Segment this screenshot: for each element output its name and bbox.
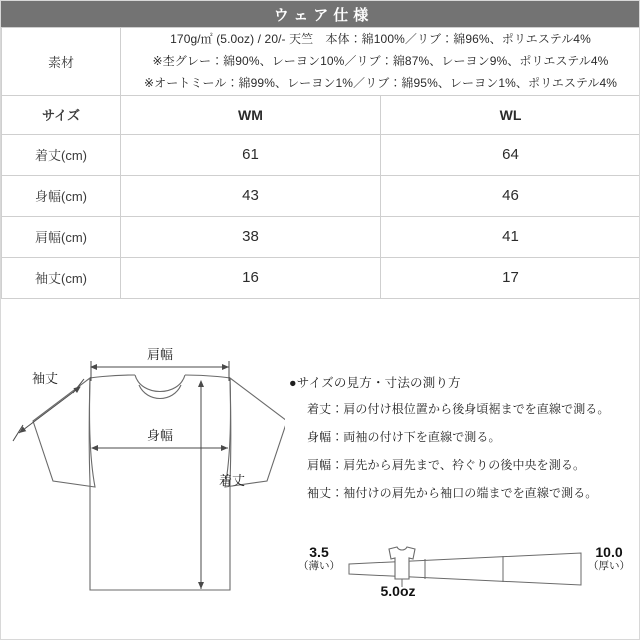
- diagram-label-sleeve: 袖丈: [31, 371, 59, 386]
- cell-sleeve-wm: 16: [121, 257, 381, 298]
- tshirt-diagram: [5, 335, 285, 625]
- instructions-title: ●サイズの見方・寸法の測り方: [289, 376, 461, 390]
- column-header-wm: WM: [121, 95, 381, 134]
- row-label-length: 着丈(cm): [2, 134, 121, 175]
- row-label-sleeve: 袖丈(cm): [2, 257, 121, 298]
- cell-sleeve-wl: 17: [381, 257, 640, 298]
- thickness-scale: [293, 537, 637, 607]
- dimension-sleeve: [13, 379, 84, 441]
- table-row: [2, 134, 640, 175]
- thickness-min-value: 3.5: [309, 544, 329, 560]
- instruction-line-shoulder: 肩幅：肩先から肩先まで、衿ぐりの後中央を測る。: [307, 458, 586, 472]
- tshirt-outline: [33, 375, 285, 590]
- cell-chest-wm: 43: [121, 175, 381, 216]
- cell-shoulder-wm: 38: [121, 216, 381, 257]
- thickness-marker-label: 5.0oz: [380, 583, 416, 599]
- spec-table: [1, 27, 640, 299]
- table-row: [2, 216, 640, 257]
- illustration-area: [1, 331, 640, 640]
- table-row-material: [2, 28, 640, 96]
- size-label: サイズ: [2, 95, 121, 134]
- cell-length-wm: 61: [121, 134, 381, 175]
- row-label-shoulder: 肩幅(cm): [2, 216, 121, 257]
- diagram-label-chest: 身幅: [146, 428, 174, 443]
- instruction-line-length: 着丈：肩の付け根位置から後身頃裾までを直線で測る。: [307, 402, 610, 416]
- material-line: ※オートミール：綿99%、レーヨン1%／リブ：綿95%、レーヨン1%、ポリエステル4%: [143, 76, 618, 91]
- column-header-wl: WL: [381, 95, 640, 134]
- thickness-min-caption: （薄い）: [298, 559, 340, 572]
- thickness-max-value: 10.0: [595, 544, 623, 560]
- cell-length-wl: 64: [381, 134, 640, 175]
- material-line: 170g/㎡ (5.0oz) / 20/- 天竺 本体：綿100%／リブ：綿96%、ポリエステル4%: [170, 32, 591, 46]
- material-value: [121, 28, 640, 96]
- diagram-label-shoulder: 肩幅: [146, 347, 174, 362]
- dimension-shoulder: [91, 361, 229, 381]
- material-line: ※杢グレー：綿90%、レーヨン10%／リブ：綿87%、レーヨン9%、ポリエステル4%: [152, 54, 609, 69]
- measuring-instructions: [289, 373, 637, 512]
- instruction-line-chest: 身幅：両袖の付け下を直線で測る。: [307, 430, 501, 444]
- thickness-max-caption: （厚い）: [588, 559, 630, 572]
- cell-shoulder-wl: 41: [381, 216, 640, 257]
- row-label-chest: 身幅(cm): [2, 175, 121, 216]
- table-row: [2, 175, 640, 216]
- cell-chest-wl: 46: [381, 175, 640, 216]
- page-title: ウェア仕様: [1, 1, 640, 27]
- diagram-label-length: 着丈: [219, 473, 246, 488]
- material-label: 素材: [2, 28, 121, 96]
- table-header-row-size: [2, 95, 640, 134]
- instruction-line-sleeve: 袖丈：袖付けの肩先から袖口の端までを直線で測る。: [307, 486, 598, 500]
- table-row: [2, 257, 640, 298]
